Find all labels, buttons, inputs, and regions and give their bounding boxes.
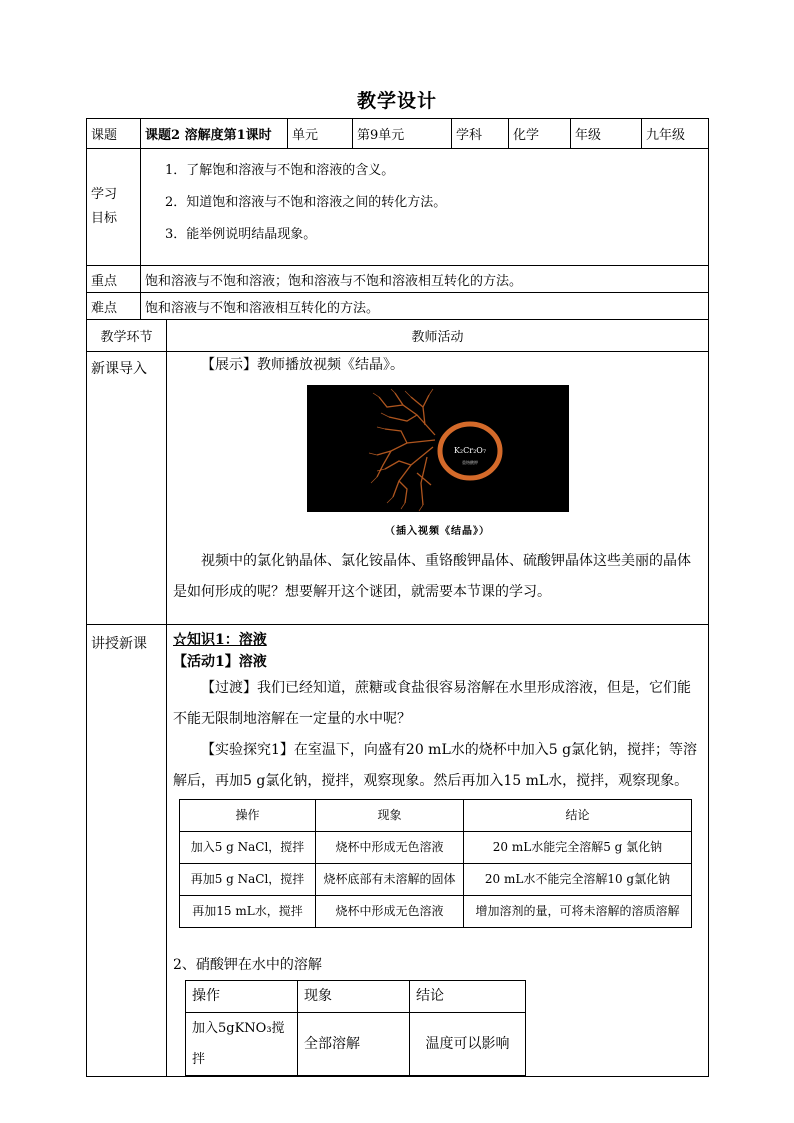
topic-value: 课题2 溶解度第1课时 bbox=[141, 119, 288, 149]
table-header-cell: 操作 bbox=[186, 981, 298, 1013]
table-cell: 20 mL水不能完全溶解10 g氯化钠 bbox=[464, 864, 692, 896]
process-col-activity: 教师活动 bbox=[167, 320, 709, 352]
experiment-table-header bbox=[180, 800, 692, 832]
goals-label: 学习目标 bbox=[87, 149, 141, 266]
table-row bbox=[180, 896, 692, 928]
table-header-cell: 结论 bbox=[464, 800, 692, 832]
difficulties-text: 饱和溶液与不饱和溶液相互转化的方法。 bbox=[141, 293, 709, 320]
table-row bbox=[180, 832, 692, 864]
video-formula: K₂Cr₂O₇ bbox=[453, 446, 487, 455]
table-header-cell: 结论 bbox=[410, 981, 526, 1013]
video-caption: （插入视频《结晶》） bbox=[385, 526, 490, 537]
intro-paragraph: 视频中的氯化钠晶体、氯化铵晶体、重铬酸钾晶体、硫酸钾晶体这些美丽的晶体是如何形成的呢？想要解开这个谜团，就需要本节课的学习。 bbox=[173, 553, 691, 600]
table-row bbox=[186, 1013, 526, 1076]
experiment-table bbox=[179, 799, 692, 928]
process-header-row bbox=[87, 320, 709, 352]
subject-value: 化学 bbox=[509, 119, 571, 149]
activity-heading: 【活动1】溶液 bbox=[173, 654, 267, 670]
table-cell: 全部溶解 bbox=[298, 1013, 410, 1076]
goal-item: 1．了解饱和溶液与不饱和溶液的含义。 bbox=[165, 163, 395, 178]
intro-label: 新课导入 bbox=[87, 352, 167, 625]
table-header-cell: 现象 bbox=[298, 981, 410, 1013]
table-cell: 烧杯底部有未溶解的固体 bbox=[316, 864, 464, 896]
subject-label: 学科 bbox=[452, 119, 509, 149]
experiment-text: 【实验探究1】在室温下，向盛有20 mL水的烧杯中加入5 g氯化钠，搅拌；等溶解后，再加5 g氯化钠，搅拌，观察现象。然后再加入15 mL水，搅拌，观察现象。 bbox=[173, 742, 698, 789]
topic-label: 课题 bbox=[87, 119, 141, 149]
goal-item: 3．能举例说明结晶现象。 bbox=[165, 227, 317, 242]
kno3-table bbox=[185, 980, 526, 1076]
header-row bbox=[87, 119, 709, 149]
video-thumbnail[interactable] bbox=[307, 385, 569, 512]
table-header-cell: 操作 bbox=[180, 800, 316, 832]
document-title: 教学设计 bbox=[356, 90, 437, 112]
grade-value: 九年级 bbox=[642, 119, 709, 149]
intro-content bbox=[167, 352, 709, 625]
table-cell: 温度可以影响 bbox=[410, 1013, 526, 1076]
transition-text: 【过渡】我们已经知道，蔗糖或食盐很容易溶解在水里形成溶液，但是，它们能不能无限制地溶解在一定量的水中呢？ bbox=[173, 680, 691, 727]
table-cell: 再加5 g NaCl，搅拌 bbox=[180, 864, 316, 896]
table-row bbox=[180, 864, 692, 896]
goals-row bbox=[87, 149, 709, 266]
table-cell: 20 mL水能完全溶解5 g 氯化钠 bbox=[464, 832, 692, 864]
lecture-row bbox=[87, 625, 709, 1077]
intro-show: 【展示】教师播放视频《结晶》。 bbox=[201, 357, 404, 373]
lecture-label: 讲授新课 bbox=[87, 625, 167, 1077]
goals-list bbox=[141, 149, 709, 266]
unit-label: 单元 bbox=[288, 119, 353, 149]
table-cell: 烧杯中形成无色溶液 bbox=[316, 832, 464, 864]
table-cell: 烧杯中形成无色溶液 bbox=[316, 896, 464, 928]
key-points-label: 重点 bbox=[87, 266, 141, 293]
key-points-text: 饱和溶液与不饱和溶液；饱和溶液与不饱和溶液相互转化的方法。 bbox=[141, 266, 709, 293]
section2-heading: 2、硝酸钾在水中的溶解 bbox=[173, 957, 322, 973]
table-cell: 再加15 mL水，搅拌 bbox=[180, 896, 316, 928]
teaching-process-table bbox=[86, 319, 709, 1077]
crystal-image bbox=[307, 385, 569, 512]
table-cell: 加入5gKNO₃搅拌 bbox=[186, 1013, 298, 1076]
grade-label: 年级 bbox=[571, 119, 642, 149]
goal-item: 2．知道饱和溶液与不饱和溶液之间的转化方法。 bbox=[165, 195, 447, 210]
lecture-content bbox=[167, 625, 709, 1077]
table-header-cell: 现象 bbox=[316, 800, 464, 832]
knowledge-heading: ☆知识1：溶液 bbox=[173, 632, 267, 648]
kno3-table-header bbox=[186, 981, 526, 1013]
intro-row bbox=[87, 352, 709, 625]
table-cell: 加入5 g NaCl，搅拌 bbox=[180, 832, 316, 864]
video-subtitle: 重铬酸钾 bbox=[462, 460, 478, 465]
table-cell: 增加溶剂的量，可将未溶解的溶质溶解 bbox=[464, 896, 692, 928]
lesson-info-table bbox=[86, 118, 709, 320]
key-points-row bbox=[87, 266, 709, 293]
process-col-stage: 教学环节 bbox=[87, 320, 167, 352]
unit-value: 第9单元 bbox=[353, 119, 452, 149]
difficulties-row bbox=[87, 293, 709, 320]
difficulties-label: 难点 bbox=[87, 293, 141, 320]
